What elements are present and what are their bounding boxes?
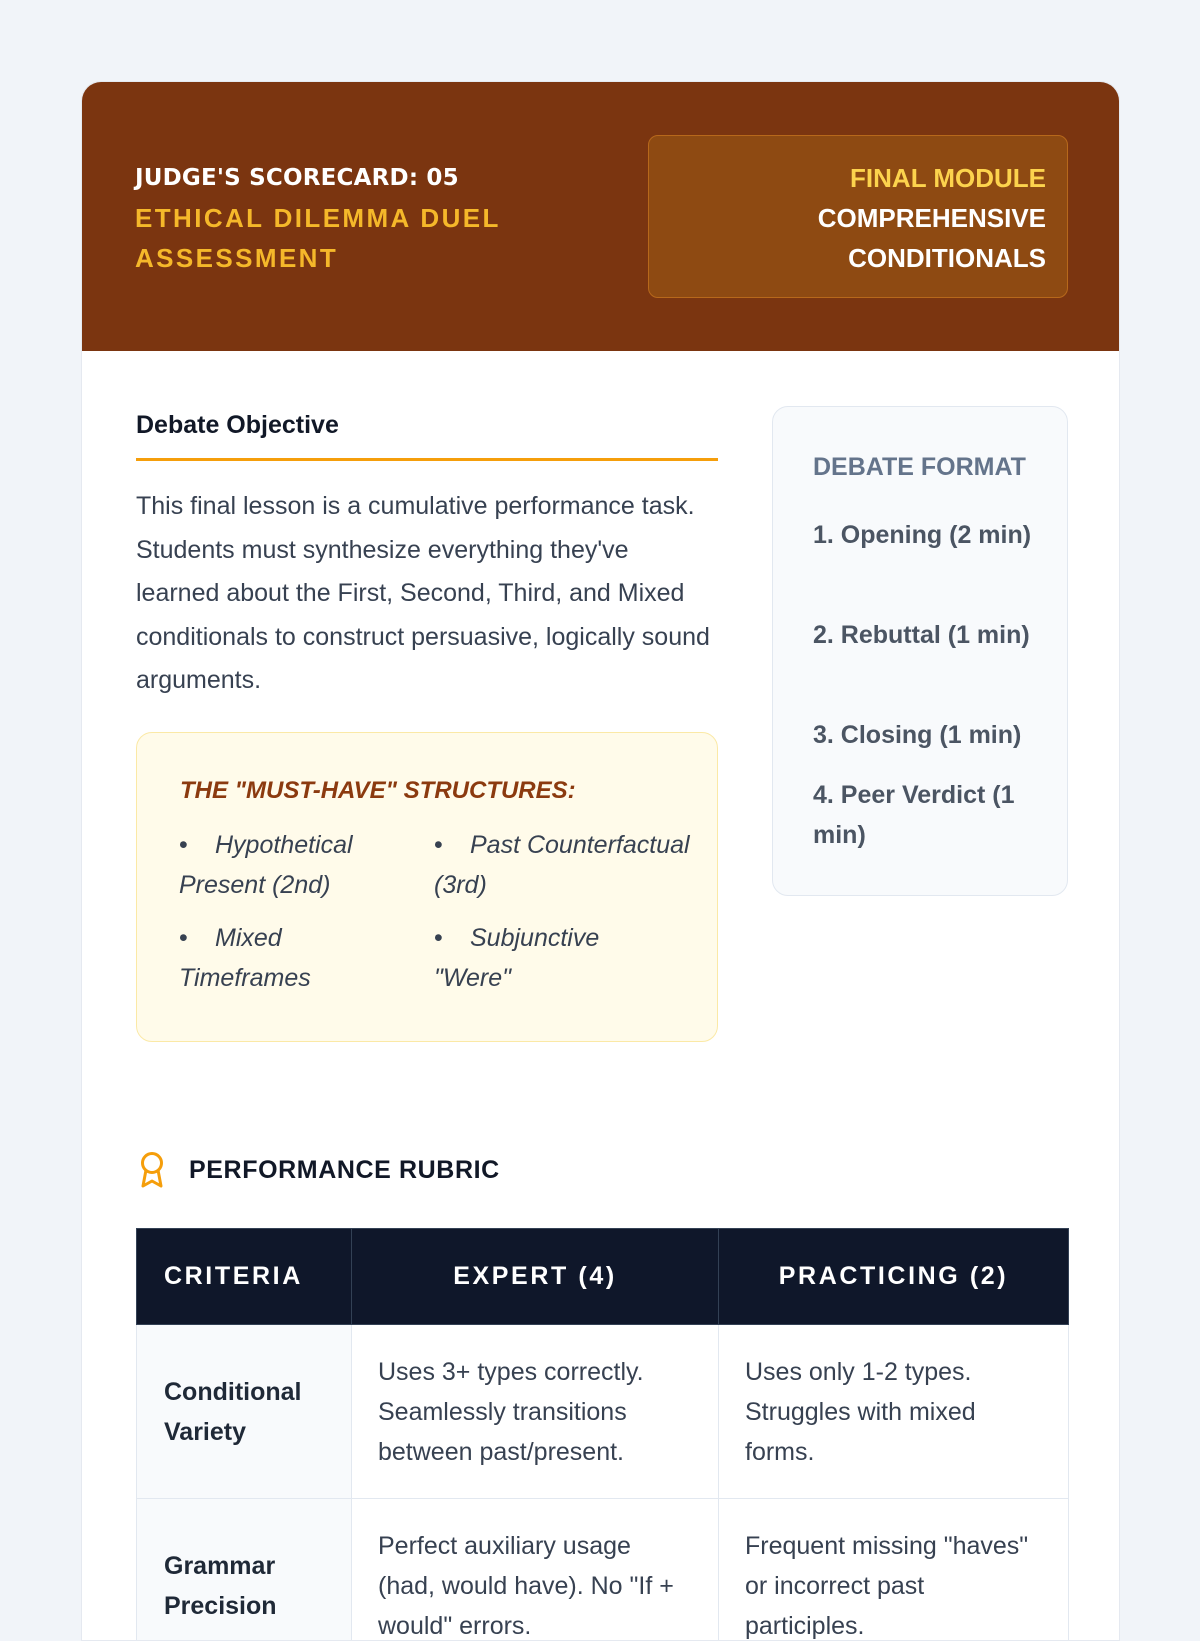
format-step: 1. Opening (2 min): [813, 515, 1035, 555]
module-label: FINAL MODULE: [649, 158, 1046, 198]
table-row: [137, 1325, 1069, 1499]
scorecard-title: JUDGE'S SCORECARD: 05: [135, 158, 501, 198]
expert-cell: Perfect auxiliary usage (had, would have). No "If + would" errors.: [352, 1499, 719, 1641]
debate-format-heading: DEBATE FORMAT: [813, 449, 1026, 485]
bullet-icon: •: [434, 825, 470, 865]
format-step: 4. Peer Verdict (1 min): [813, 775, 1035, 855]
practicing-cell: Uses only 1-2 types. Struggles with mixed forms.: [719, 1325, 1069, 1499]
bullet-icon: •: [179, 918, 215, 958]
must-have-structures-box: [136, 732, 718, 1042]
criteria-cell: Grammar Precision: [137, 1499, 352, 1641]
assessment-subtitle-line-2: ASSESSMENT: [135, 238, 501, 278]
header-titles: [135, 158, 501, 278]
table-row: [137, 1499, 1069, 1641]
rubric-table: [136, 1228, 1069, 1641]
column-header-criteria: CRITERIA: [137, 1229, 352, 1325]
must-have-item: • Subjunctive "Were": [434, 918, 649, 998]
assessment-subtitle-line-1: ETHICAL DILEMMA DUEL: [135, 198, 501, 238]
column-header-expert: EXPERT (4): [352, 1229, 719, 1325]
objective-divider: [136, 458, 718, 461]
rubric-header-row: [137, 1229, 1069, 1325]
scorecard-header: [82, 82, 1120, 351]
must-have-heading: THE "MUST-HAVE" STRUCTURES:: [180, 773, 576, 809]
criteria-cell: Conditional Variety: [137, 1325, 352, 1499]
format-step: 2. Rebuttal (1 min): [813, 615, 1035, 655]
bullet-icon: •: [179, 825, 215, 865]
module-badge: [648, 135, 1068, 298]
scorecard-card: [81, 81, 1120, 1641]
rubric-heading: PERFORMANCE RUBRIC: [189, 1152, 500, 1188]
module-topic-line-2: CONDITIONALS: [649, 238, 1046, 278]
objective-heading: Debate Objective: [136, 407, 339, 443]
debate-format-box: [772, 406, 1068, 896]
must-have-item: • Mixed Timeframes: [179, 918, 394, 998]
bullet-icon: •: [434, 918, 470, 958]
objective-paragraph: This final lesson is a cumulative performance task. Students must synthesize everything they've learned about the First, Second, Third, and Mixed conditionals to construct persuasive, logically sound arguments.: [136, 485, 718, 703]
expert-cell: Uses 3+ types correctly. Seamlessly transitions between past/present.: [352, 1325, 719, 1499]
must-have-item: • Hypothetical Present (2nd): [179, 825, 394, 905]
must-have-item: • Past Counterfactual (3rd): [434, 825, 694, 905]
column-header-practicing: PRACTICING (2): [719, 1229, 1069, 1325]
module-topic-line-1: COMPREHENSIVE: [649, 198, 1046, 238]
format-step: 3. Closing (1 min): [813, 715, 1035, 755]
award-ribbon-icon: [137, 1150, 167, 1190]
practicing-cell: Frequent missing "haves" or incorrect past participles.: [719, 1499, 1069, 1641]
